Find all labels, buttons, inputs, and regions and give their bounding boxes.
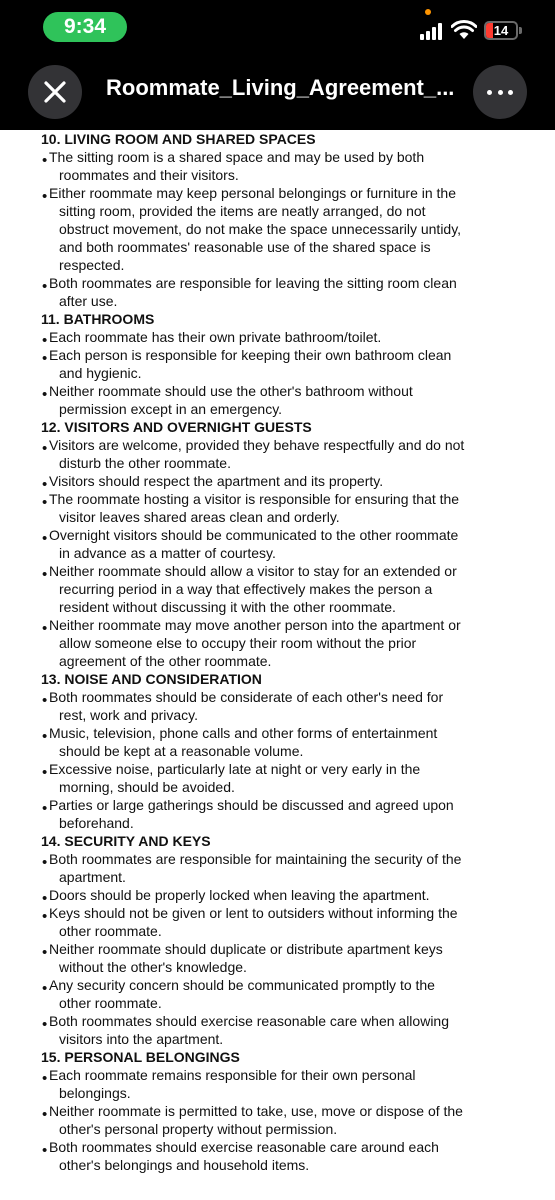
list-item [0, 382, 555, 418]
list-item [0, 1012, 555, 1048]
list-item [0, 562, 555, 616]
more-icon [487, 90, 492, 95]
bullet-icon: • [42, 278, 48, 295]
section-heading: 12. VISITORS AND OVERNIGHT GUESTS [41, 419, 312, 435]
list-item [0, 490, 555, 526]
list-item [0, 760, 555, 796]
privacy-indicator [425, 9, 431, 15]
list-item [0, 436, 555, 472]
list-item [0, 1102, 555, 1138]
bullet-icon: • [42, 620, 48, 637]
bullet-text: other roommate. [59, 995, 162, 1011]
document-title: Roommate_Living_Agreement_... [106, 75, 455, 100]
list-item [0, 940, 555, 976]
list-item [0, 1138, 555, 1174]
bullet-icon: • [42, 476, 48, 493]
section-heading: 11. BATHROOMS [41, 311, 155, 327]
bullet-text: permission except in an emergency. [59, 401, 283, 417]
bullet-icon: • [42, 440, 48, 457]
bullet-text: sitting room, provided the items are neatly arranged, do not [59, 203, 426, 219]
bullet-text: rest, work and privacy. [59, 707, 199, 723]
bullet-icon: • [42, 386, 48, 403]
bullet-text: Each roommate has their own private bathroom/toilet. [49, 329, 382, 345]
document-header [0, 52, 555, 130]
bullet-icon: • [42, 764, 48, 781]
bullet-icon: • [42, 692, 48, 709]
bullet-text: visitor leaves shared areas clean and orderly. [59, 509, 340, 525]
list-item [0, 976, 555, 1012]
bullet-text: Neither roommate should duplicate or distribute apartment keys [49, 941, 443, 957]
bullet-text: Both roommates are responsible for maintaining the security of the [49, 851, 462, 867]
bullet-text: obstruct movement, do not make the space unnecessarily untidy, [59, 221, 462, 237]
bullet-text: allow someone else to occupy their room without the prior [59, 635, 417, 651]
bullet-icon: • [42, 350, 48, 367]
list-item [0, 472, 555, 493]
bullet-text: The sitting room is a shared space and may be used by both [49, 149, 425, 165]
bullet-text: other's belongings and household items. [59, 1157, 310, 1173]
section-heading: 13. NOISE AND CONSIDERATION [41, 671, 262, 687]
bullet-icon: • [42, 1070, 48, 1087]
bullet-text: Visitors are welcome, provided they behave respectfully and do not [49, 437, 465, 453]
close-icon [43, 80, 67, 104]
section-heading: 14. SECURITY AND KEYS [41, 833, 211, 849]
list-item [0, 724, 555, 760]
bullet-text: visitors into the apartment. [59, 1031, 224, 1047]
bullet-icon: • [42, 332, 48, 349]
bullet-text: Neither roommate may move another person into the apartment or [49, 617, 461, 633]
list-item [0, 616, 555, 670]
bullet-icon: • [42, 1106, 48, 1123]
battery-level: 14 [493, 23, 509, 38]
bullet-text: Both roommates should exercise reasonable care around each [49, 1139, 439, 1155]
bullet-icon: • [42, 152, 48, 169]
bullet-text: and both roommates' reasonable use of the shared space is [59, 239, 431, 255]
bullet-icon: • [42, 800, 48, 817]
bullet-text: Both roommates should be considerate of each other's need for [49, 689, 444, 705]
more-button[interactable] [473, 65, 527, 119]
list-item [0, 346, 555, 382]
bullet-text: agreement of the other roommate. [59, 653, 272, 669]
bullet-text: and hygienic. [59, 365, 142, 381]
bullet-text: Neither roommate should allow a visitor to stay for an extended or [49, 563, 457, 579]
bullet-text: belongings. [59, 1085, 131, 1101]
bullet-text: roommates and their visitors. [59, 167, 239, 183]
bullet-text: Parties or large gatherings should be discussed and agreed upon [49, 797, 454, 813]
bullet-text: apartment. [59, 869, 126, 885]
bullet-icon: • [42, 944, 48, 961]
bullet-text: Each person is responsible for keeping their own bathroom clean [49, 347, 452, 363]
battery-nub [519, 27, 522, 34]
status-bar [0, 0, 555, 52]
bullet-text: Either roommate may keep personal belongings or furniture in the [49, 185, 456, 201]
bullet-icon: • [42, 854, 48, 871]
bullet-text: respected. [59, 257, 125, 273]
bullet-text: Music, television, phone calls and other forms of entertainment [49, 725, 438, 741]
list-item [0, 526, 555, 562]
list-item [0, 184, 555, 274]
bullet-icon: • [42, 1142, 48, 1159]
bullet-text: The roommate hosting a visitor is responsible for ensuring that the [49, 491, 460, 507]
list-item [0, 796, 555, 832]
document-page[interactable] [0, 130, 555, 1200]
bullet-text: after use. [59, 293, 118, 309]
bullet-text: beforehand. [59, 815, 134, 831]
bullet-icon: • [42, 908, 48, 925]
bullet-text: without the other's knowledge. [59, 959, 247, 975]
bullet-text: Keys should not be given or lent to outsiders without informing the [49, 905, 458, 921]
bullet-text: recurring period in a way that effectively makes the person a [59, 581, 433, 597]
bullet-text: in advance as a matter of courtesy. [59, 545, 276, 561]
list-item [0, 904, 555, 940]
bullet-text: other's personal property without permission. [59, 1121, 338, 1137]
bullet-text: Both roommates are responsible for leaving the sitting room clean [49, 275, 457, 291]
bullet-text: Neither roommate is permitted to take, use, move or dispose of the [49, 1103, 463, 1119]
list-item [0, 886, 555, 907]
bullet-text: Excessive noise, particularly late at night or very early in the [49, 761, 421, 777]
bullet-text: resident without discussing it with the other roommate. [59, 599, 396, 615]
signal-icon [420, 22, 446, 40]
bullet-text: morning, should be avoided. [59, 779, 235, 795]
close-button[interactable] [28, 65, 82, 119]
bullet-text: Neither roommate should use the other's bathroom without [49, 383, 413, 399]
section-heading: 15. PERSONAL BELONGINGS [41, 1049, 240, 1065]
wifi-icon [451, 20, 477, 40]
bullet-icon: • [42, 188, 48, 205]
bullet-icon: • [42, 494, 48, 511]
bullet-icon: • [42, 1016, 48, 1033]
bullet-text: other roommate. [59, 923, 162, 939]
list-item [0, 1066, 555, 1102]
list-item [0, 850, 555, 886]
list-item [0, 274, 555, 310]
bullet-text: Any security concern should be communicated promptly to the [49, 977, 435, 993]
bullet-icon: • [42, 530, 48, 547]
bullet-text: should be kept at a reasonable volume. [59, 743, 304, 759]
bullet-icon: • [42, 890, 48, 907]
list-item [0, 328, 555, 349]
bullet-text: Both roommates should exercise reasonable care when allowing [49, 1013, 449, 1029]
list-item [0, 148, 555, 184]
bullet-text: Visitors should respect the apartment and its property. [49, 473, 384, 489]
bullet-text: disturb the other roommate. [59, 455, 231, 471]
bullet-text: Overnight visitors should be communicated to the other roommate [49, 527, 459, 543]
list-item [0, 688, 555, 724]
bullet-icon: • [42, 980, 48, 997]
bullet-text: Each roommate remains responsible for their own personal [49, 1067, 416, 1083]
section-heading: 10. LIVING ROOM AND SHARED SPACES [41, 131, 316, 147]
bullet-icon: • [42, 728, 48, 745]
bullet-icon: • [42, 566, 48, 583]
bullet-text: Doors should be properly locked when leaving the apartment. [49, 887, 430, 903]
document-content [0, 130, 555, 1174]
battery-icon [484, 21, 518, 40]
status-time[interactable]: 9:34 [43, 12, 127, 42]
